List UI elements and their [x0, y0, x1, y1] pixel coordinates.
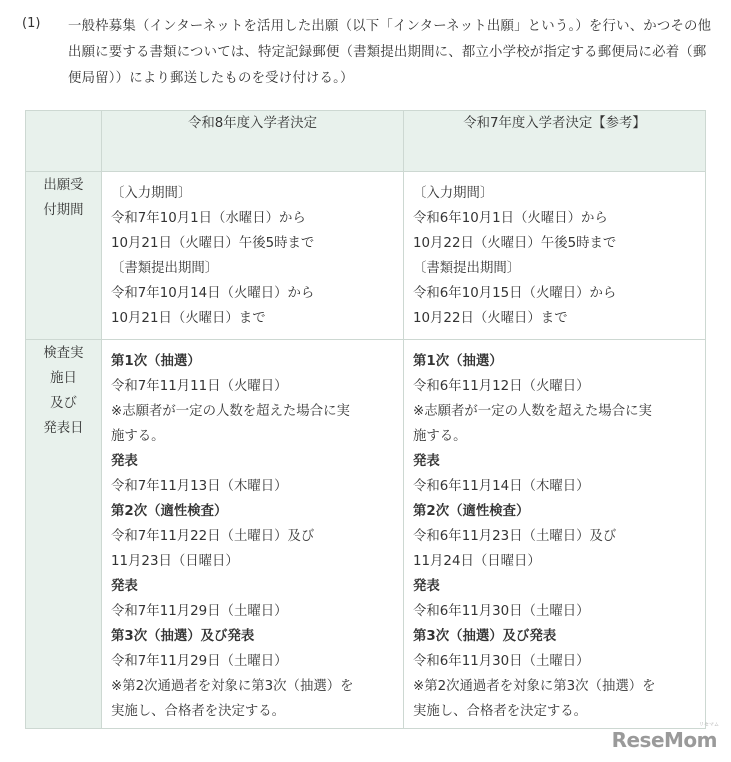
table-row-exam-dates	[26, 340, 706, 729]
exam-dates-reiwa8	[102, 340, 404, 729]
schedule-line: ※第2次通過者を対象に第3次（抽選）を	[413, 679, 656, 694]
schedule-line: 施する。	[111, 429, 165, 444]
schedule-line: 〔入力期間〕	[413, 186, 494, 201]
schedule-line: 10月22日（火曜日）まで	[413, 311, 568, 326]
schedule-line: 〔書類提出期間〕	[111, 261, 219, 276]
table-corner-cell	[26, 111, 102, 172]
section-heading: 発表	[111, 579, 138, 594]
table-header-row	[26, 111, 706, 172]
admission-schedule-table	[25, 110, 706, 729]
row-label-line: 及び	[50, 396, 77, 411]
schedule-line: 令和6年11月23日（土曜日）及び	[413, 529, 617, 544]
section-heading: 第2次（適性検査）	[413, 504, 530, 519]
schedule-line: 11月23日（日曜日）	[111, 554, 239, 569]
section-heading: 第2次（適性検査）	[111, 504, 228, 519]
section-heading: 発表	[111, 454, 138, 469]
schedule-line: 令和7年11月11日（火曜日）	[111, 379, 288, 394]
schedule-line: 令和7年11月22日（土曜日）及び	[111, 529, 315, 544]
section-heading: 第1次（抽選）	[111, 354, 201, 369]
schedule-line: 実施し、合格者を決定する。	[111, 704, 286, 719]
header-reiwa8: 令和8年度入学者決定	[102, 111, 404, 172]
row-label-line: 検査実	[43, 346, 84, 361]
schedule-line: 令和6年10月15日（火曜日）から	[413, 286, 617, 301]
schedule-line: ※第2次通過者を対象に第3次（抽選）を	[111, 679, 354, 694]
intro-number: (1)	[22, 16, 41, 31]
row-label-line: 出願受	[43, 178, 84, 193]
schedule-line: 令和7年10月14日（火曜日）から	[111, 286, 315, 301]
schedule-line: 令和7年10月1日（水曜日）から	[111, 211, 306, 226]
row-label-line: 付期間	[43, 203, 84, 218]
header-reiwa7-reference: 令和7年度入学者決定【参考】	[404, 111, 706, 172]
section-heading: 発表	[413, 579, 440, 594]
schedule-line: 令和6年11月14日（木曜日）	[413, 479, 590, 494]
schedule-line: ※志願者が一定の人数を超えた場合に実	[413, 404, 652, 419]
schedule-line: 令和7年11月29日（土曜日）	[111, 604, 288, 619]
row-label-exam-dates	[26, 340, 102, 729]
logo-subtext: リセマム	[699, 722, 719, 728]
row-label-line: 発表日	[43, 421, 84, 436]
section-heading: 第3次（抽選）及び発表	[111, 629, 255, 644]
schedule-line: 10月22日（火曜日）午後5時まで	[413, 236, 617, 251]
intro-text: 一般枠募集（インターネットを活用した出願（以下「インターネット出願」という。）を行い、かつその他出願に要する書類については、特定記録郵便（書類提出期間に、都立小学校が指定する郵便局に必着（郵便局留））により郵送したものを受け付ける。）	[68, 19, 712, 86]
schedule-line: 10月21日（火曜日）午後5時まで	[111, 236, 315, 251]
resemom-logo: ReseMom	[611, 728, 717, 752]
schedule-line: 令和7年11月13日（木曜日）	[111, 479, 288, 494]
schedule-line: 〔書類提出期間〕	[413, 261, 521, 276]
section-heading: 第1次（抽選）	[413, 354, 503, 369]
schedule-line: 令和6年11月30日（土曜日）	[413, 604, 590, 619]
exam-dates-reiwa7	[404, 340, 706, 729]
row-label-line: 施日	[50, 371, 77, 386]
section-heading: 発表	[413, 454, 440, 469]
schedule-line: 〔入力期間〕	[111, 186, 192, 201]
schedule-line: 実施し、合格者を決定する。	[413, 704, 588, 719]
schedule-line: 11月24日（日曜日）	[413, 554, 541, 569]
schedule-line: 令和6年10月1日（火曜日）から	[413, 211, 608, 226]
row-label-application-period	[26, 172, 102, 340]
schedule-line: 令和6年11月12日（火曜日）	[413, 379, 590, 394]
schedule-line: 令和7年11月29日（土曜日）	[111, 654, 288, 669]
section-heading: 第3次（抽選）及び発表	[413, 629, 557, 644]
application-period-reiwa8	[102, 172, 404, 340]
application-period-reiwa7	[404, 172, 706, 340]
schedule-line: ※志願者が一定の人数を超えた場合に実	[111, 404, 350, 419]
schedule-line: 令和6年11月30日（土曜日）	[413, 654, 590, 669]
schedule-line: 施する。	[413, 429, 467, 444]
table-row-application-period	[26, 172, 706, 340]
schedule-line: 10月21日（火曜日）まで	[111, 311, 266, 326]
